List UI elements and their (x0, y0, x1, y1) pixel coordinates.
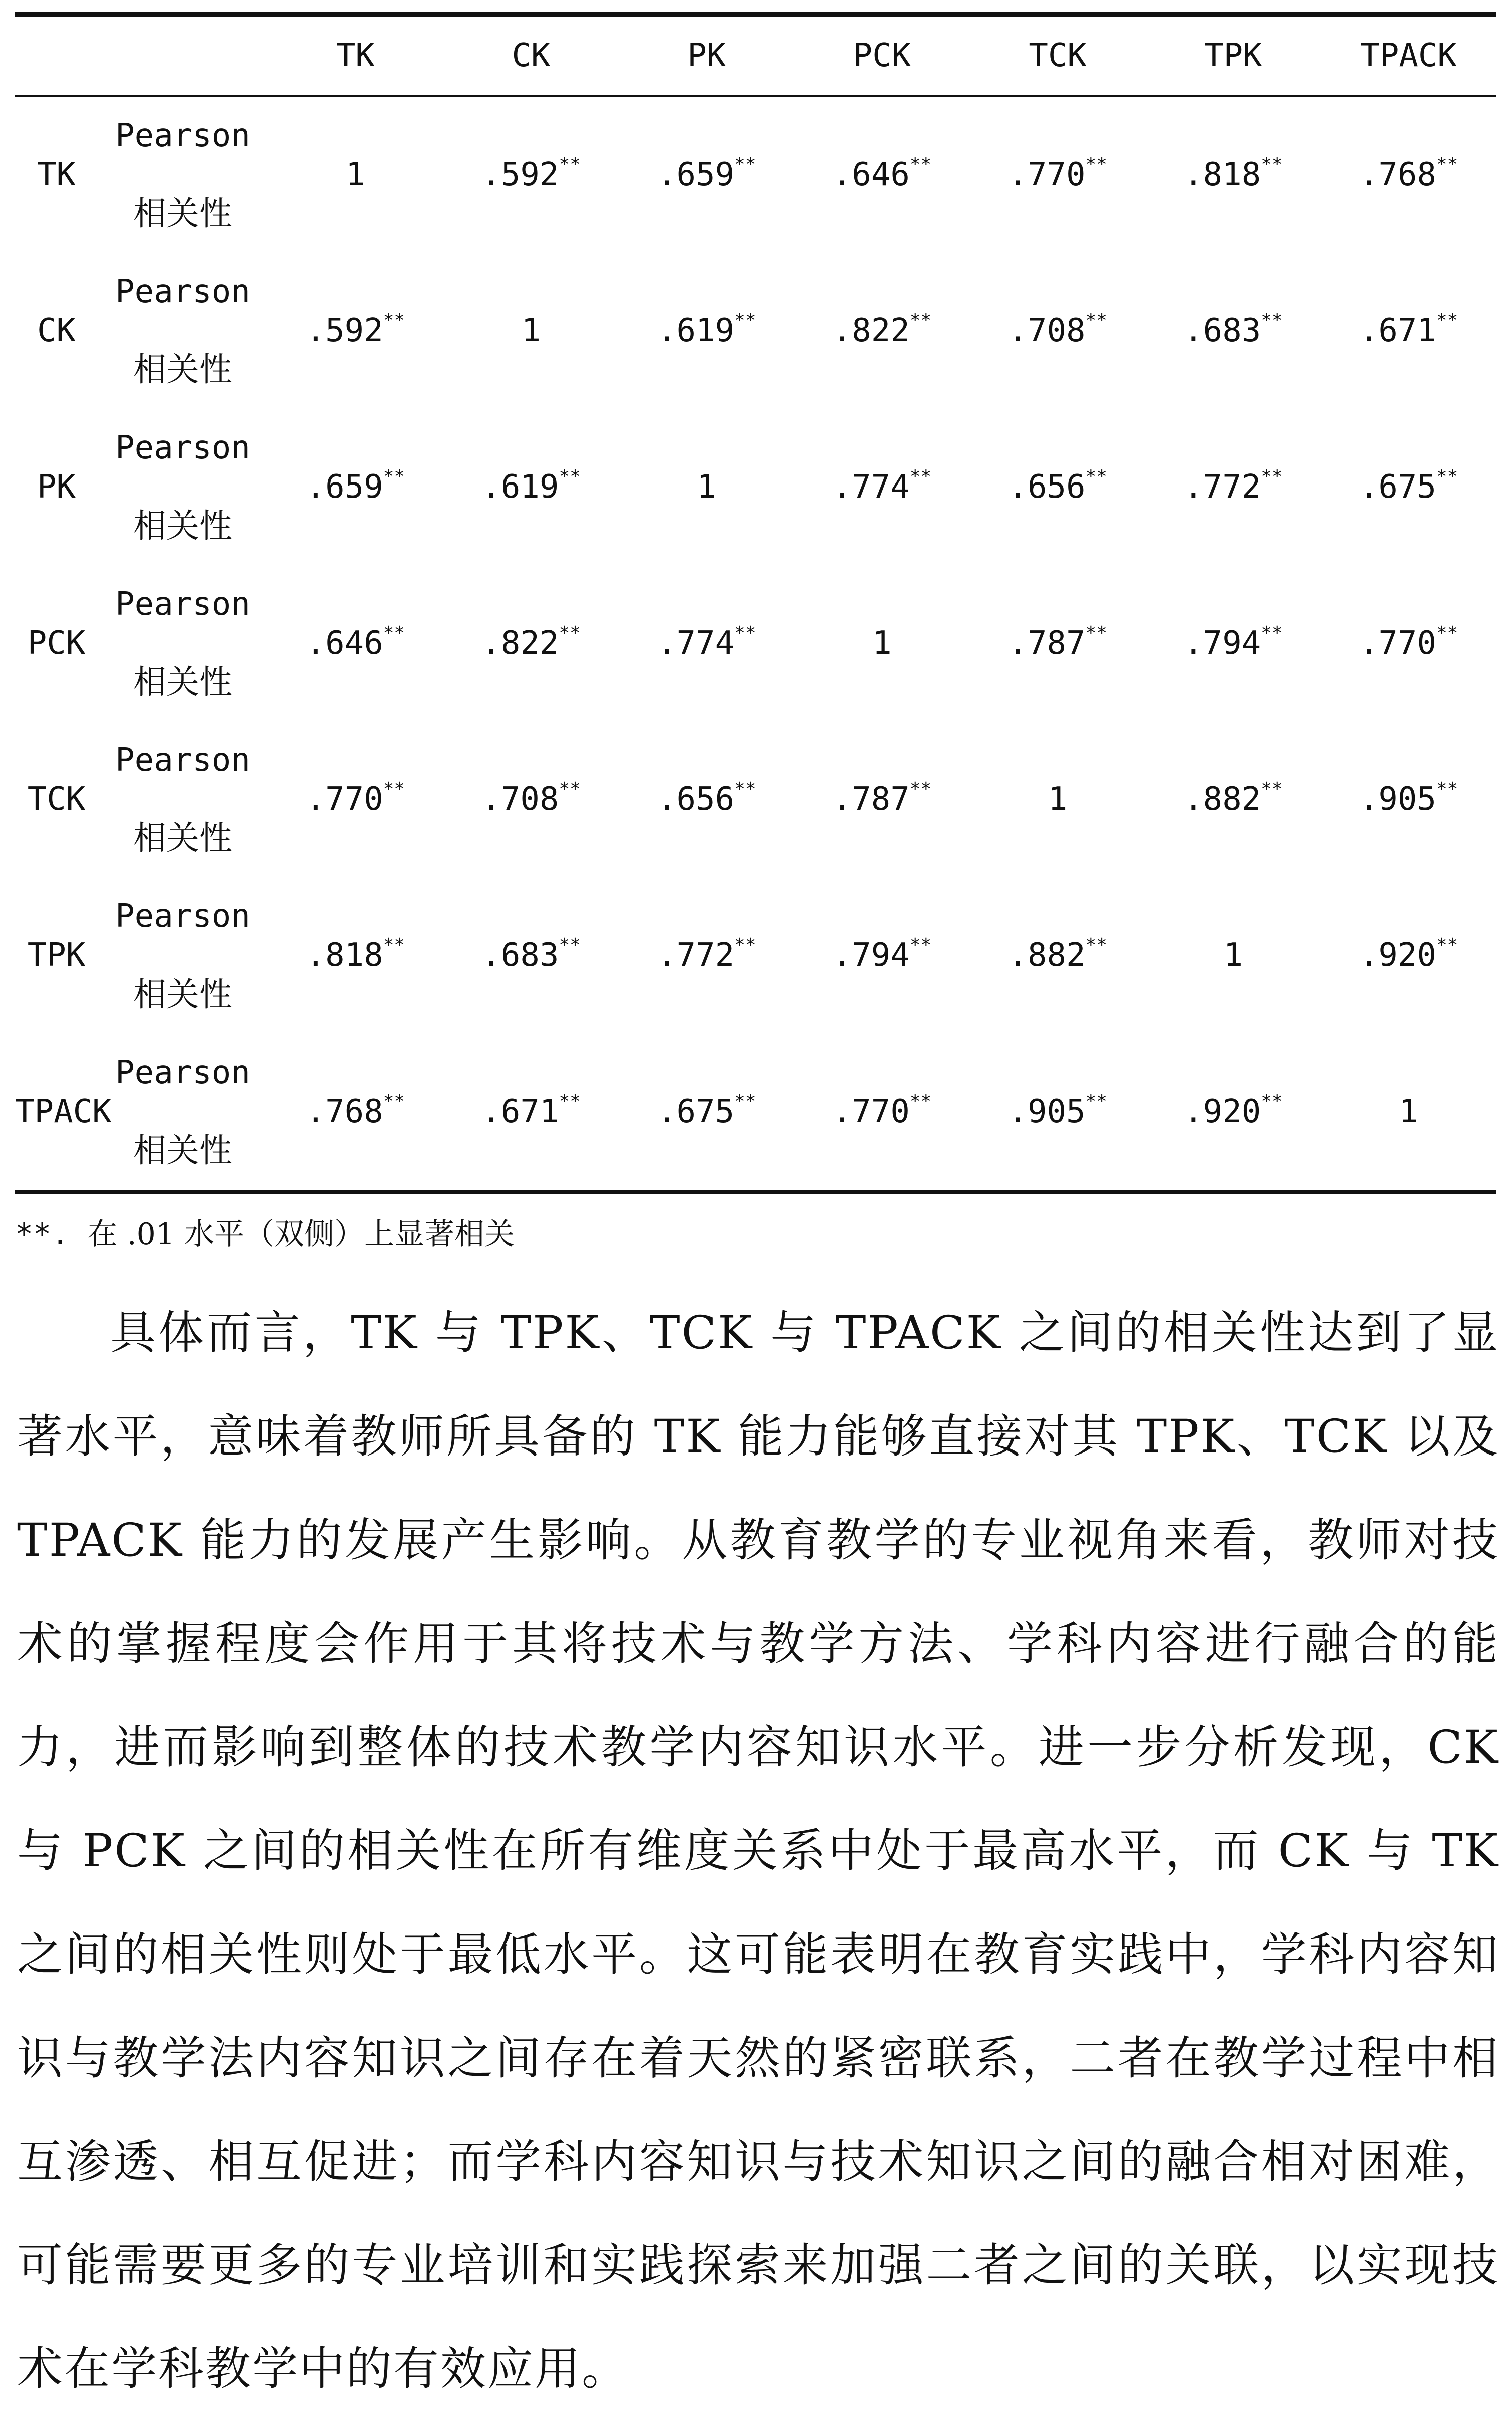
correlation-value-cell (1321, 253, 1496, 409)
correlation-value: .671 (481, 1093, 559, 1130)
significance-mark: ** (383, 779, 405, 799)
significance-mark: ** (559, 623, 581, 643)
correlation-value-cell (1321, 877, 1496, 1034)
significance-mark: ** (1085, 935, 1107, 955)
table-row (15, 721, 1496, 877)
significance-mark: ** (383, 466, 405, 487)
correlation-value-cell (268, 877, 443, 1034)
row-variable-label: PCK (27, 625, 86, 662)
correlation-value: .818 (1184, 156, 1261, 193)
correlation-value: .822 (832, 312, 910, 349)
significance-mark: ** (559, 154, 581, 175)
correlation-value: .774 (832, 468, 910, 506)
significance-mark: ** (1261, 779, 1283, 799)
significance-mark: ** (559, 779, 581, 799)
footnote-text: 在 .01 水平（双侧）上显著相关 (87, 1217, 515, 1252)
correlation-value: .768 (1359, 156, 1436, 193)
correlation-value: .794 (832, 937, 910, 974)
header-cell: TPACK (1360, 37, 1457, 74)
correlation-value: .675 (657, 1093, 735, 1130)
correlation-value-cell (268, 565, 443, 721)
correlation-value-cell (268, 1034, 443, 1190)
statistic-label-line1: Pearson (115, 586, 250, 623)
significance-mark: ** (383, 310, 405, 331)
correlation-value-cell (970, 877, 1146, 1034)
correlation-value: .770 (1359, 625, 1436, 662)
correlation-value: .772 (657, 937, 735, 974)
significance-mark: ** (1436, 779, 1458, 799)
correlation-value-cell (619, 721, 794, 877)
correlation-value: .659 (306, 468, 383, 506)
significance-mark: ** (1436, 935, 1458, 955)
correlation-value-cell (1146, 565, 1321, 721)
correlation-value: .675 (1359, 468, 1436, 506)
correlation-value: .619 (481, 468, 559, 506)
significance-mark: ** (909, 935, 932, 955)
correlation-value-cell (970, 721, 1146, 877)
correlation-value: .770 (832, 1093, 910, 1130)
significance-mark: ** (1261, 154, 1283, 175)
statistic-label (98, 1034, 268, 1190)
correlation-value-cell (1146, 877, 1321, 1034)
row-variable-label: PK (37, 468, 76, 506)
significance-mark: ** (1085, 623, 1107, 643)
correlation-value-cell (443, 721, 619, 877)
correlation-value: .882 (1184, 781, 1261, 818)
significance-mark: ** (383, 1091, 405, 1112)
table-top-rule (15, 12, 1496, 17)
correlation-value: .770 (306, 781, 383, 818)
significance-mark: ** (1436, 623, 1458, 643)
statistic-label-line2: 相关性 (133, 507, 232, 545)
correlation-value-cell (794, 565, 970, 721)
correlation-value-cell (1146, 721, 1321, 877)
significance-mark: ** (734, 1091, 756, 1112)
significance-mark: ** (1085, 310, 1107, 331)
statistic-label-line2: 相关性 (133, 350, 232, 389)
significance-mark: ** (909, 466, 932, 487)
correlation-value: .671 (1359, 312, 1436, 349)
correlation-value-cell (1321, 97, 1496, 253)
table-header-row (15, 17, 1496, 95)
table-row (15, 97, 1496, 253)
correlation-value: .822 (481, 625, 559, 662)
correlation-value-cell (619, 877, 794, 1034)
significance-mark: ** (559, 1091, 581, 1112)
table-footnote (15, 1210, 515, 1253)
correlation-value-cell (1321, 721, 1496, 877)
significance-mark: ** (909, 1091, 932, 1112)
correlation-value: .592 (481, 156, 559, 193)
table-row (15, 565, 1496, 721)
correlation-value-cell (794, 409, 970, 565)
significance-mark: ** (734, 310, 756, 331)
significance-mark: ** (734, 779, 756, 799)
correlation-value: .656 (657, 781, 735, 818)
row-variable-label: TPACK (15, 1093, 112, 1130)
header-cell: TPK (1204, 37, 1262, 74)
correlation-value: .646 (306, 625, 383, 662)
row-variable-label: TK (37, 156, 76, 193)
correlation-value-cell (794, 877, 970, 1034)
table-row (15, 253, 1496, 409)
statistic-label-line1: Pearson (115, 1054, 250, 1091)
correlation-value-cell (1146, 409, 1321, 565)
statistic-label-line1: Pearson (115, 429, 250, 466)
statistic-label (98, 97, 268, 253)
correlation-value: .708 (1008, 312, 1086, 349)
correlation-value: .920 (1359, 937, 1436, 974)
significance-mark: ** (1085, 154, 1107, 175)
correlation-value-cell (268, 97, 443, 253)
header-cell: TK (336, 37, 375, 74)
correlation-value-cell (619, 1034, 794, 1190)
correlation-value: .592 (306, 312, 383, 349)
correlation-value-cell (1321, 409, 1496, 565)
significance-mark: ** (1261, 310, 1283, 331)
statistic-label (98, 409, 268, 565)
body-paragraph: 具体而言，TK 与 TPK、TCK 与 TPACK 之间的相关性达到了显著水平，意味着教师所具备的 TK 能力能够直接对其 TPK、TCK 以及 TPACK 能力的发展产生影响。从教育教学的专业视角来看，教师对技术的掌握程度会作用于其将技术与教学方法、学科内容进行融合的能力，进而影响到整体的技术教学内容知识水平。进一步分析发现，CK 与 PCK 之间的相关性在所有维度关系中处于最高水平，而 CK 与 TK 之间的相关性则处于最低水平。这可能表明在教育实践中，学科内容知识与教学法内容知识之间存在着天然的紧密联系，二者在教学过程中相互渗透、相互促进；而学科内容知识与技术知识之间的融合相对困难，可能需要更多的专业培训和实践探索来加强二者之间的关联，以实现技术在学科教学中的有效应用。 (17, 1307, 1499, 2395)
significance-mark: ** (1085, 466, 1107, 487)
correlation-value-cell (443, 409, 619, 565)
correlation-value-cell (443, 565, 619, 721)
correlation-value: .905 (1008, 1093, 1086, 1130)
correlation-value-cell (443, 1034, 619, 1190)
row-variable-label: TCK (27, 781, 86, 818)
statistic-label (98, 877, 268, 1034)
correlation-value: 1 (1399, 1093, 1418, 1130)
header-cell (98, 17, 268, 95)
statistic-label-line2: 相关性 (133, 1131, 232, 1170)
statistic-label-line1: Pearson (115, 117, 250, 154)
correlation-value-cell (1146, 97, 1321, 253)
header-cell (15, 17, 98, 95)
significance-mark: ** (909, 779, 932, 799)
significance-mark: ** (559, 935, 581, 955)
statistic-label-line1: Pearson (115, 273, 250, 310)
correlation-value-cell (619, 253, 794, 409)
correlation-value-cell (1146, 253, 1321, 409)
correlation-value: .770 (1008, 156, 1086, 193)
row-variable-label: TPK (27, 937, 86, 974)
table-row (15, 409, 1496, 565)
correlation-value-cell (268, 253, 443, 409)
significance-mark: ** (909, 154, 932, 175)
row-variable-label: CK (37, 312, 76, 349)
correlation-value: .683 (1184, 312, 1261, 349)
correlation-value: .768 (306, 1093, 383, 1130)
significance-mark: ** (734, 935, 756, 955)
header-cell: PCK (853, 37, 911, 74)
correlation-value: 1 (346, 156, 365, 193)
correlation-value-cell (268, 721, 443, 877)
significance-mark: ** (383, 623, 405, 643)
statistic-label (98, 721, 268, 877)
correlation-value-cell (794, 97, 970, 253)
correlation-value-cell (619, 97, 794, 253)
correlation-value-cell (970, 253, 1146, 409)
footnote-mark: **. (15, 1217, 70, 1252)
correlation-value-cell (970, 97, 1146, 253)
correlation-value: .774 (657, 625, 735, 662)
table-row (15, 877, 1496, 1034)
table-body (15, 97, 1496, 1190)
header-cell: PK (687, 37, 726, 74)
correlation-value-cell (619, 409, 794, 565)
correlation-value-cell (970, 409, 1146, 565)
correlation-value: .905 (1359, 781, 1436, 818)
significance-mark: ** (1436, 310, 1458, 331)
statistic-label (98, 565, 268, 721)
correlation-value-cell (794, 253, 970, 409)
correlation-value-cell (1321, 565, 1496, 721)
correlation-value: .794 (1184, 625, 1261, 662)
correlation-value: .772 (1184, 468, 1261, 506)
statistic-label-line2: 相关性 (133, 663, 232, 701)
statistic-label (98, 253, 268, 409)
significance-mark: ** (1436, 154, 1458, 175)
correlation-value-cell (1146, 1034, 1321, 1190)
correlation-value: .787 (832, 781, 910, 818)
significance-mark: ** (383, 935, 405, 955)
significance-mark: ** (909, 310, 932, 331)
statistic-label-line2: 相关性 (133, 819, 232, 857)
correlation-value: 1 (521, 312, 541, 349)
correlation-value: .659 (657, 156, 735, 193)
statistic-label-line1: Pearson (115, 742, 250, 779)
significance-mark: ** (1261, 623, 1283, 643)
correlation-value: .656 (1008, 468, 1086, 506)
correlation-value: .818 (306, 937, 383, 974)
correlation-value: .683 (481, 937, 559, 974)
correlation-value-cell (619, 565, 794, 721)
correlation-value-cell (443, 97, 619, 253)
table-bottom-rule (15, 1190, 1496, 1194)
correlation-value: .787 (1008, 625, 1086, 662)
table-row (15, 1034, 1496, 1190)
significance-mark: ** (1261, 1091, 1283, 1112)
correlation-value-cell (794, 721, 970, 877)
significance-mark: ** (1436, 466, 1458, 487)
correlation-value-cell (970, 565, 1146, 721)
header-cell: CK (512, 37, 551, 74)
correlation-value: 1 (697, 468, 717, 506)
correlation-value-cell (268, 409, 443, 565)
significance-mark: ** (1085, 1091, 1107, 1112)
correlation-value: .646 (832, 156, 910, 193)
correlation-value: .619 (657, 312, 735, 349)
correlation-value-cell (1321, 1034, 1496, 1190)
correlation-value-cell (443, 877, 619, 1034)
correlation-value: 1 (1048, 781, 1068, 818)
significance-mark: ** (734, 154, 756, 175)
significance-mark: ** (559, 466, 581, 487)
statistic-label-line1: Pearson (115, 898, 250, 935)
header-cell: TCK (1029, 37, 1087, 74)
significance-mark: ** (1261, 466, 1283, 487)
correlation-value: 1 (1223, 937, 1243, 974)
correlation-value: .882 (1008, 937, 1086, 974)
correlation-value-cell (443, 253, 619, 409)
correlation-value: .708 (481, 781, 559, 818)
statistic-label-line2: 相关性 (133, 975, 232, 1014)
correlation-value-cell (794, 1034, 970, 1190)
correlation-table (15, 12, 1496, 1194)
correlation-value-cell (970, 1034, 1146, 1190)
correlation-value: 1 (872, 625, 892, 662)
significance-mark: ** (734, 623, 756, 643)
statistic-label-line2: 相关性 (133, 194, 232, 233)
correlation-value: .920 (1184, 1093, 1261, 1130)
